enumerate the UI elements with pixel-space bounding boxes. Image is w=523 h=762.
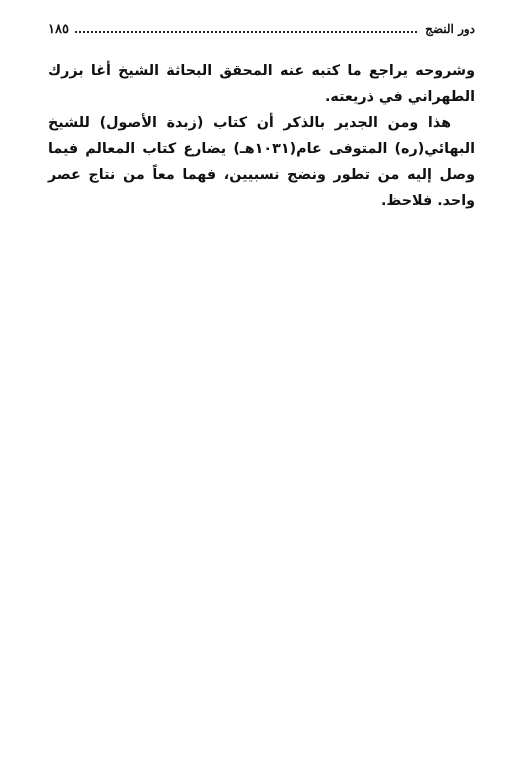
page-number: ١٨٥: [48, 22, 69, 37]
paragraph-2: هذا ومن الجدير بالذكر أن كتاب (زبدة الأصول) للشيخ البهائي(ره) المتوفى عام(١٠٣١هـ) يضارع كتاب المعالم فيما وصل إليه من تطور ونضج نسبيين، فهما معاً من نتاج عصر واحد. فلاحظ.: [48, 115, 475, 209]
paragraph-1: وشروحه يراجع ما كتبه عنه المحقق البحاثة الشيخ أغا بزرك الطهراني في ذريعته.: [48, 63, 475, 105]
chapter-title: دور النضج: [425, 22, 475, 36]
running-header: [48, 22, 475, 44]
dotted-leader: [75, 30, 417, 33]
body-text: [48, 58, 475, 214]
